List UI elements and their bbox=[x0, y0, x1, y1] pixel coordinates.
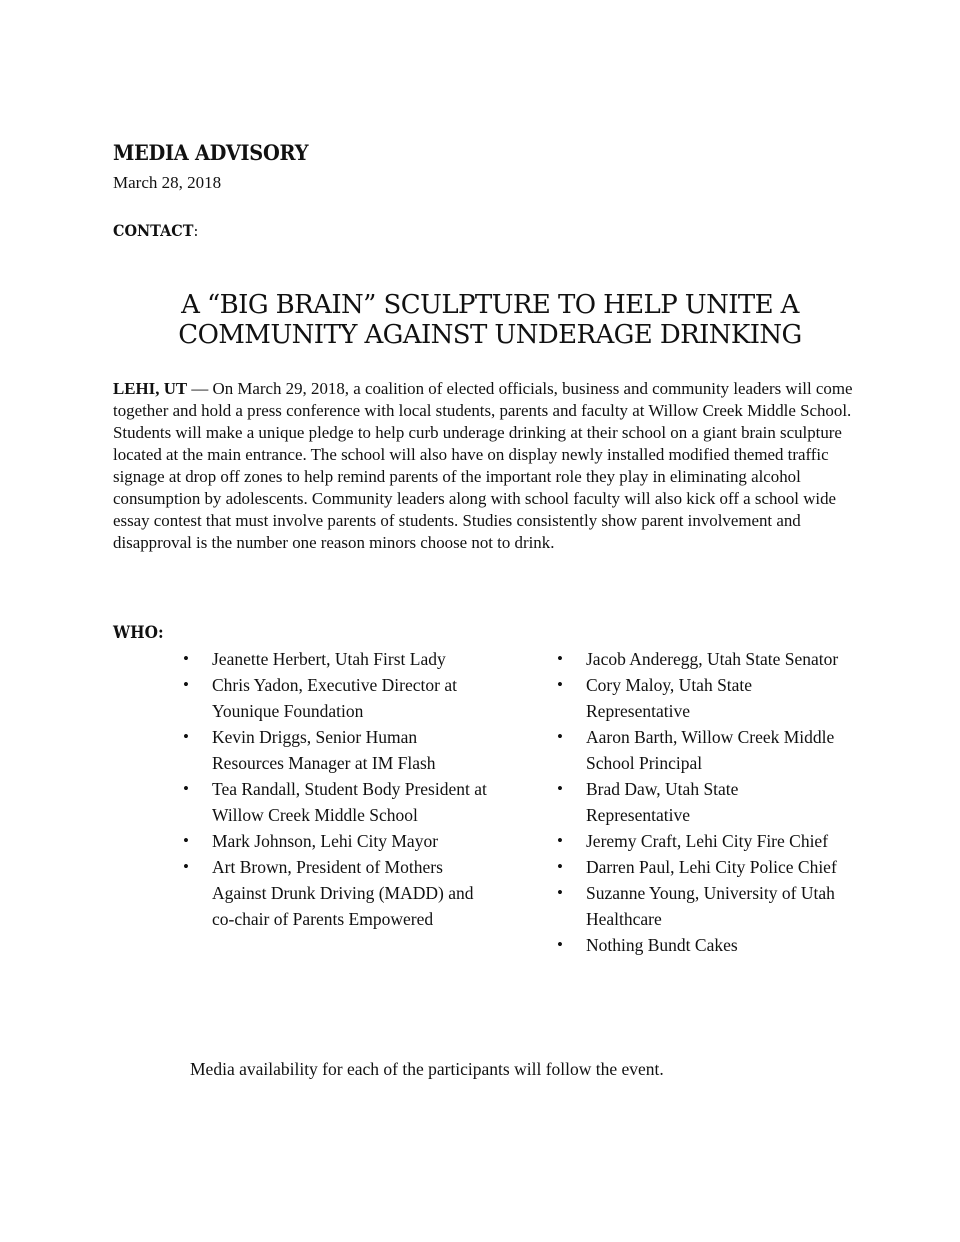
participant: Brad Daw, Utah State Representative bbox=[586, 779, 739, 825]
bullet-icon: • bbox=[557, 883, 563, 902]
who-heading: WHO: bbox=[113, 623, 164, 643]
bullet-icon: • bbox=[183, 649, 189, 668]
participant: Darren Paul, Lehi City Police Chief bbox=[586, 857, 837, 877]
participant: Kevin Driggs, Senior Human Resources Manager at IM Flash bbox=[212, 727, 436, 773]
participant: Suzanne Young, University of Utah Healthcare bbox=[586, 883, 835, 929]
bullet-icon: • bbox=[183, 675, 189, 694]
list-item bbox=[183, 646, 487, 672]
bullet-icon: • bbox=[557, 675, 563, 694]
participants-list-left bbox=[183, 646, 487, 932]
headline bbox=[113, 290, 867, 350]
list-item bbox=[183, 854, 487, 932]
participant: Mark Johnson, Lehi City Mayor bbox=[212, 831, 439, 851]
contact-label: CONTACT bbox=[113, 221, 194, 240]
dateline: LEHI, UT bbox=[113, 379, 188, 398]
advisory-date: March 28, 2018 bbox=[113, 173, 222, 192]
bullet-icon: • bbox=[557, 779, 563, 798]
bullet-icon: • bbox=[557, 727, 563, 746]
headline-line-1: A “BIG BRAIN” SCULPTURE TO HELP UNITE A bbox=[181, 290, 799, 320]
bullet-icon: • bbox=[183, 857, 189, 876]
participant: Jacob Anderegg, Utah State Senator bbox=[586, 649, 839, 669]
participants-list-right bbox=[557, 646, 846, 958]
participant: Nothing Bundt Cakes bbox=[586, 935, 738, 955]
contact-colon: : bbox=[193, 221, 199, 240]
list-item bbox=[183, 724, 487, 776]
participant: Tea Randall, Student Body President at Willow Creek Middle School bbox=[212, 779, 487, 825]
bullet-icon: • bbox=[557, 831, 563, 850]
list-item bbox=[183, 672, 487, 724]
participant: Art Brown, President of Mothers Against Drunk Driving (MADD) and co-chair of Parents Empowered bbox=[212, 857, 474, 929]
participant: Jeanette Herbert, Utah First Lady bbox=[212, 649, 446, 669]
bullet-icon: • bbox=[557, 857, 563, 876]
list-item bbox=[557, 932, 846, 958]
bullet-icon: • bbox=[183, 779, 189, 798]
list-item bbox=[557, 880, 846, 932]
list-item bbox=[557, 724, 846, 776]
body-text: — On March 29, 2018, a coalition of elected officials, business and community leaders will come together and hold a press conference with local students, parents and faculty at Willow Creek Middle School. Students will make a unique pledge to help curb underage drinking at their school on a giant brain sculpture located at the main entrance. The school will also have on display newly installed modified themed traffic signage at drop off zones to help remind parents of the important role they play in eliminating alcohol consumption by adolescents. Community leaders along with school faculty will also kick off a school wide essay contest that must involve parents of students. Studies consistently show parent involvement and disapproval is the number one reason minors choose not to drink. bbox=[113, 379, 853, 552]
list-item bbox=[557, 776, 846, 828]
headline-line-2: COMMUNITY AGAINST UNDERAGE DRINKING bbox=[178, 320, 802, 350]
list-item bbox=[557, 672, 846, 724]
body-paragraph bbox=[113, 378, 853, 554]
list-item bbox=[557, 854, 846, 880]
media-availability-note: Media availability for each of the participants will follow the event. bbox=[190, 1059, 664, 1079]
bullet-icon: • bbox=[183, 831, 189, 850]
bullet-icon: • bbox=[183, 727, 189, 746]
contact-line bbox=[113, 221, 198, 240]
list-item bbox=[557, 646, 846, 672]
participant: Jeremy Craft, Lehi City Fire Chief bbox=[586, 831, 829, 851]
list-item bbox=[183, 828, 487, 854]
bullet-icon: • bbox=[557, 935, 563, 954]
participant: Aaron Barth, Willow Creek Middle School Principal bbox=[586, 727, 835, 773]
participant: Cory Maloy, Utah State Representative bbox=[586, 675, 753, 721]
participant: Chris Yadon, Executive Director at Younique Foundation bbox=[212, 675, 457, 721]
advisory-label: MEDIA ADVISORY bbox=[113, 140, 309, 165]
bullet-icon: • bbox=[557, 649, 563, 668]
list-item bbox=[557, 828, 846, 854]
list-item bbox=[183, 776, 487, 828]
